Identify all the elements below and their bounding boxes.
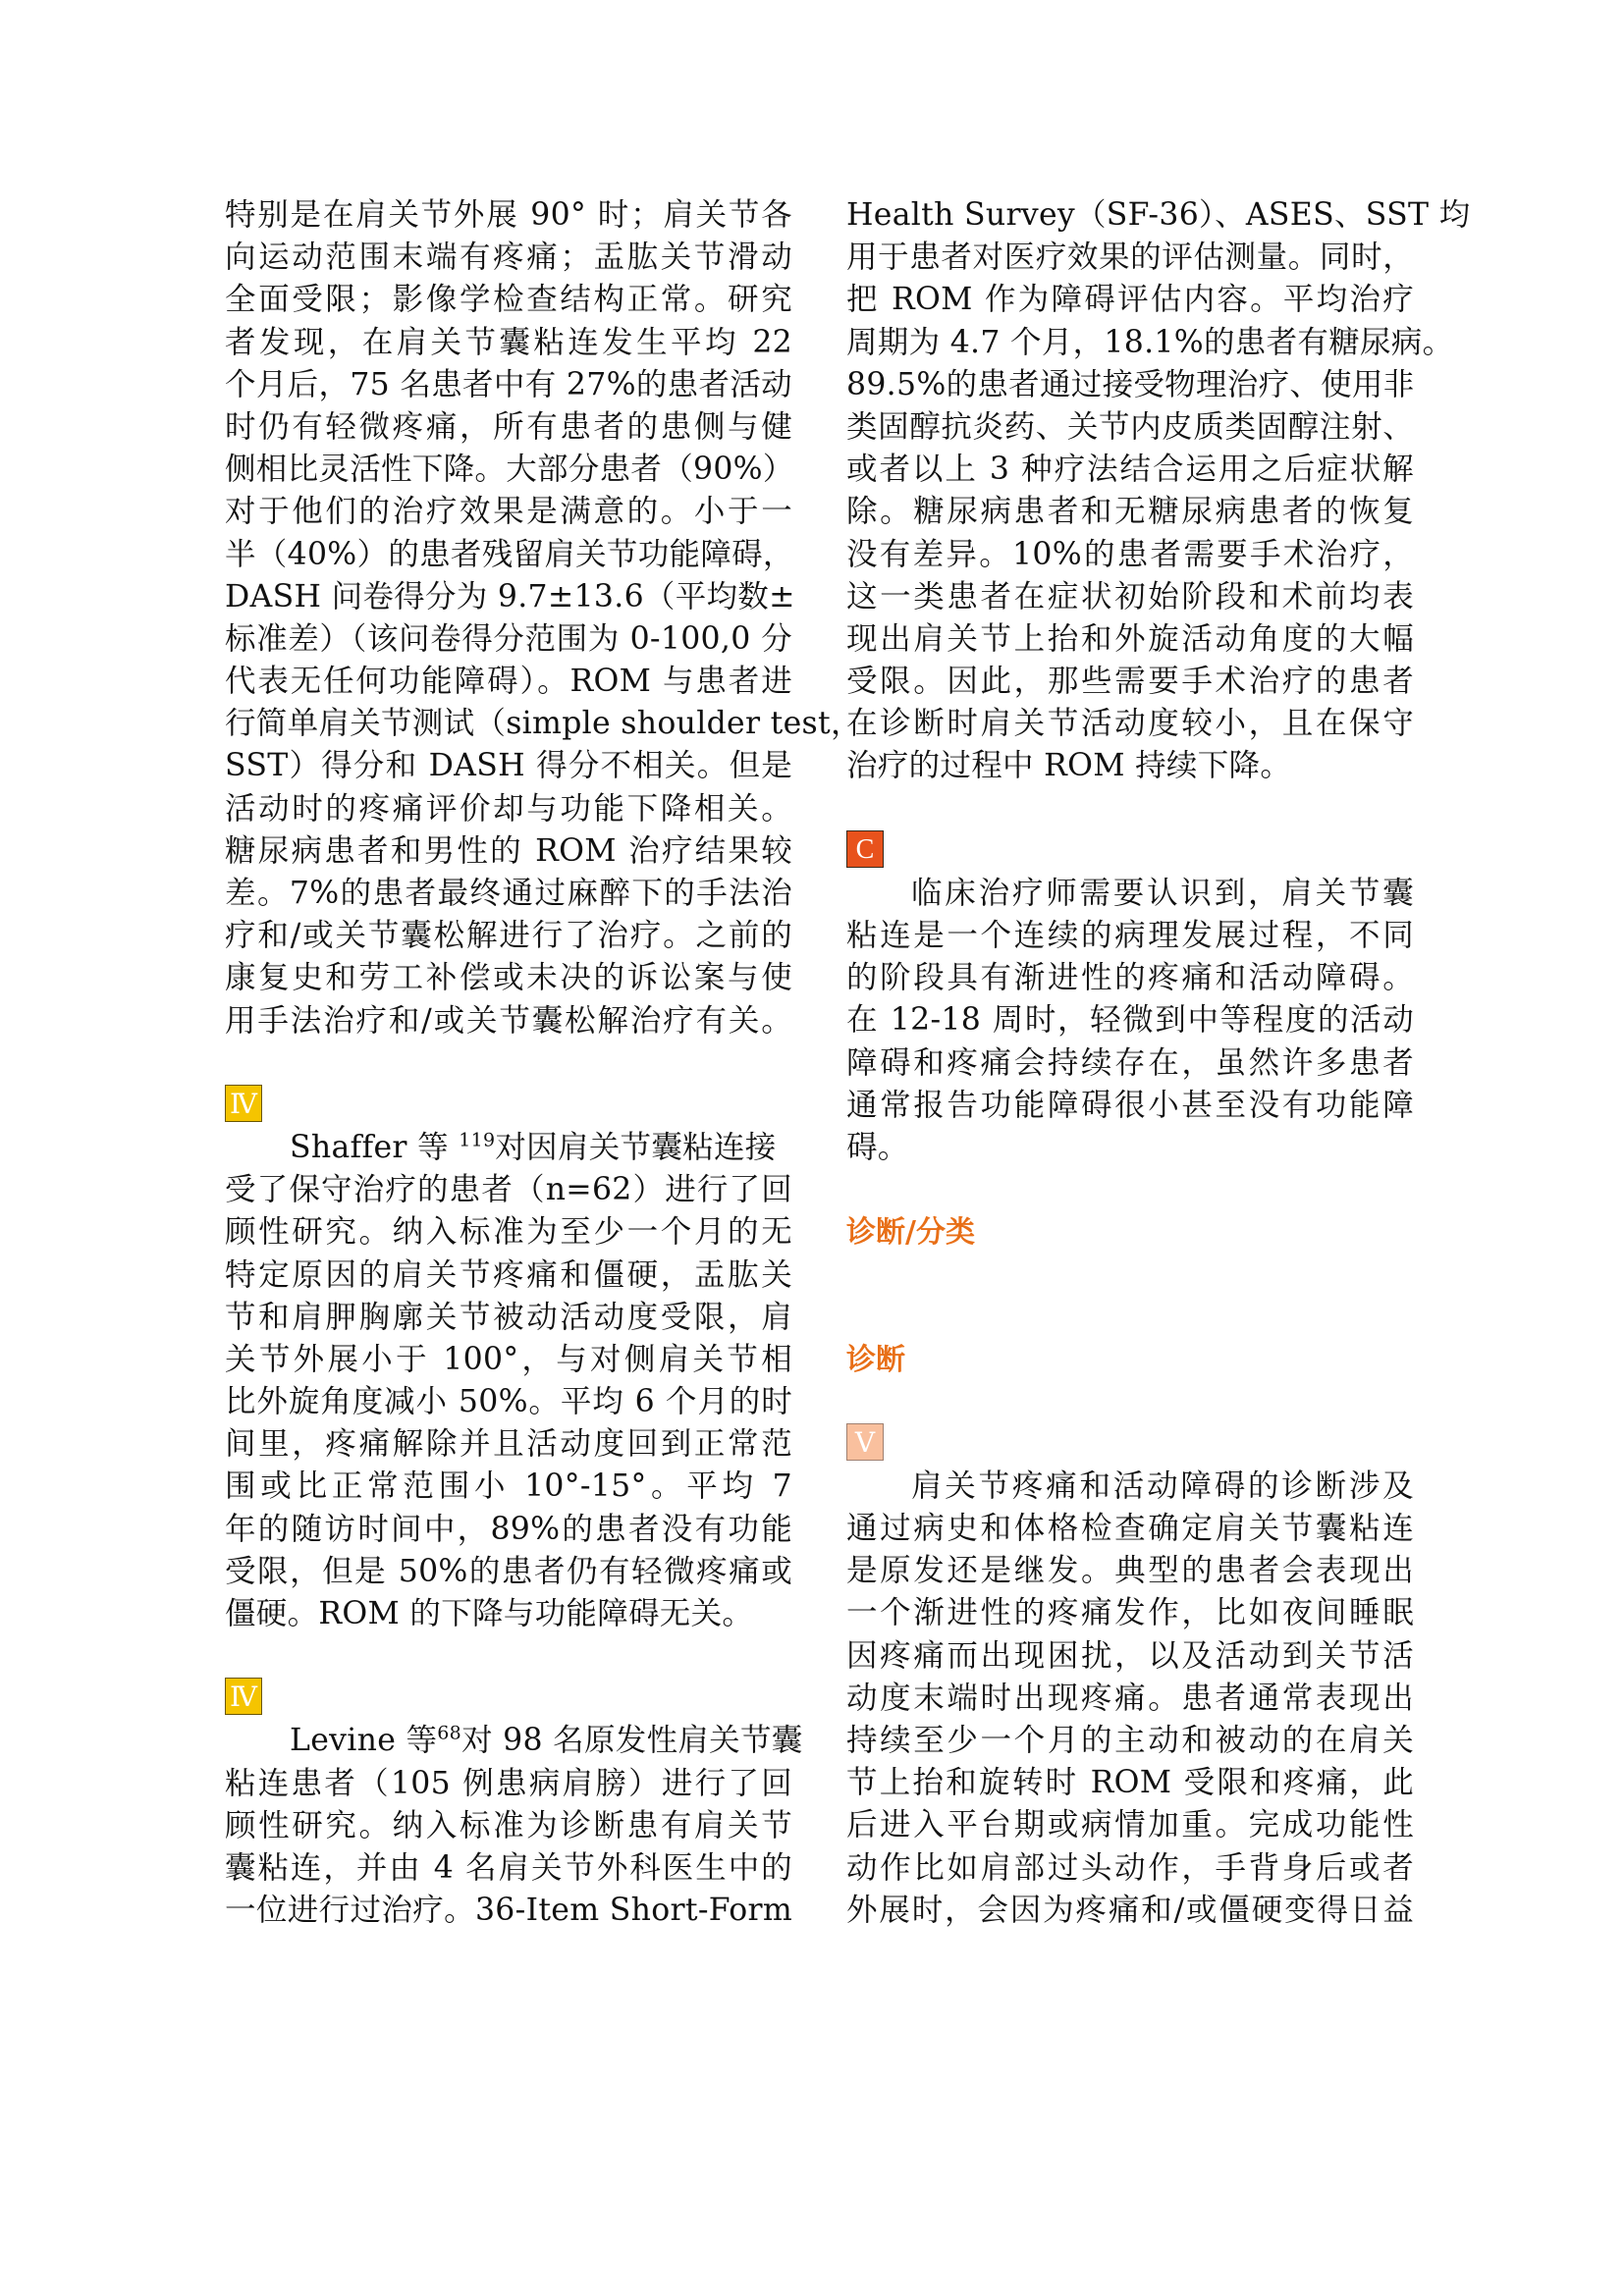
text-line: 治疗的过程中 ROM 持续下降。: [846, 748, 1292, 784]
text-line: 周期为 4.7 个月，18.1%的患者有糖尿病。: [846, 324, 1454, 360]
text-line: 类固醇抗炎药、关节内皮质类固醇注射、: [846, 408, 1414, 445]
section-heading-diagnosis-classification: 诊断/分类: [846, 1215, 975, 1251]
text-line: 比外旋角度减小 50%。平均 6 个月的时: [225, 1384, 792, 1420]
text-line: 年的随访时间中，89%的患者没有功能: [225, 1511, 792, 1547]
text-line: 代表无任何功能障碍）。ROM 与患者进: [225, 664, 792, 700]
text-line: 节和肩胛胸廓关节被动活动度受限，肩: [225, 1299, 792, 1335]
text-line: 动作比如肩部过头动作，手背身后或者: [846, 1849, 1414, 1886]
text-line: 关节外展小于 100°，与对侧肩关节相: [225, 1341, 792, 1377]
text-line: 个月后，75 名患者中有 27%的患者活动: [225, 366, 792, 402]
text-line: 囊粘连，并由 4 名肩关节外科医生中的: [225, 1849, 792, 1886]
text-line: 用于患者对医疗效果的评估测量。同时，: [846, 240, 1414, 276]
text-line: 通过病史和体格检查确定肩关节囊粘连: [846, 1511, 1414, 1547]
text-line: 围或比正常范围小 10°-15°。平均 7: [225, 1468, 792, 1505]
text-line: 持续至少一个月的主动和被动的在肩关: [846, 1723, 1414, 1758]
text-line: SST）得分和 DASH 得分不相关。但是: [225, 748, 792, 784]
text-line: 障碍和疼痛会持续存在，虽然许多患者: [846, 1044, 1414, 1081]
levine-author: Levine 等: [290, 1723, 438, 1759]
recommendation-grade-badge: C: [846, 830, 884, 868]
text-line: 受了保守治疗的患者（n=62）进行了回: [225, 1172, 792, 1208]
text-line: 后进入平台期或病情加重。完成功能性: [846, 1807, 1414, 1843]
text-line: 特别是在肩关节外展 90° 时；肩关节各: [225, 197, 792, 233]
text-line: 通常报告功能障碍很小甚至没有功能障: [846, 1087, 1414, 1123]
text-line: 疗和/或关节囊松解进行了治疗。之前的: [225, 918, 792, 954]
text-line: 康复史和劳工补偿或未决的诉讼案与使: [225, 960, 792, 996]
text-line: 向运动范围末端有疼痛；盂肱关节滑动: [225, 240, 792, 276]
right-column: [846, 194, 1471, 1932]
text-line: 标准差）（该问卷得分范围为 0-100,0 分: [225, 620, 792, 657]
text-line: 顾性研究。纳入标准为诊断患有肩关节: [225, 1807, 792, 1843]
text-line: 全面受限；影像学检查结构正常。研究: [225, 282, 792, 318]
section-heading-diagnosis: 诊断: [846, 1342, 905, 1377]
shaffer-author: Shaffer 等: [290, 1129, 460, 1165]
evidence-level-badge: Ⅳ: [225, 1678, 262, 1715]
text-line: 是原发还是继发。典型的患者会表现出: [846, 1553, 1414, 1589]
text-line: 半（40%）的患者残留肩关节功能障碍，: [225, 536, 794, 572]
text-line: 粘连患者（105 例患病肩膀）进行了回: [225, 1765, 792, 1801]
text-line: 临床治疗师需要认识到，肩关节囊: [911, 875, 1414, 911]
text-line: 在诊断时肩关节活动度较小，且在保守: [846, 706, 1414, 742]
text-line: 间里，疼痛解除并且活动度回到正常范: [225, 1426, 792, 1463]
text-line: Health Survey（SF-36）、ASES、SST 均: [846, 197, 1471, 233]
text-line: 除。糖尿病患者和无糖尿病患者的恢复: [846, 494, 1414, 530]
text-line: 粘连是一个连续的病理发展过程，不同: [846, 918, 1414, 953]
text-line: 或者以上 3 种疗法结合运用之后症状解: [846, 452, 1414, 488]
shaffer-text: 对因肩关节囊粘连接: [495, 1129, 777, 1165]
text-line: 时仍有轻微疼痛，所有患者的患侧与健: [225, 408, 792, 445]
reference-superscript: 68: [437, 1722, 462, 1744]
paragraph-shaffer: [225, 1127, 792, 1635]
text-line: DASH 问卷得分为 9.7±13.6（平均数±: [225, 578, 795, 614]
text-line: 用手法治疗和/或关节囊松解治疗有关。: [225, 1002, 792, 1039]
text-line: 差。7%的患者最终通过麻醉下的手法治: [225, 876, 792, 911]
text-line: 行简单肩关节测试（simple shoulder test，: [225, 706, 862, 742]
text-line: 动度末端时出现疼痛。患者通常表现出: [846, 1680, 1414, 1716]
text-line: 在 12-18 周时，轻微到中等程度的活动: [846, 1002, 1414, 1039]
text-line: 僵硬。ROM 的下降与功能障碍无关。: [225, 1596, 754, 1631]
text-line: 外展时，会因为疼痛和/或僵硬变得日益: [846, 1892, 1414, 1928]
text-line: 碍。: [846, 1129, 909, 1165]
text-line: 受限。因此，那些需要手术治疗的患者: [846, 664, 1414, 700]
text-line: 一位进行过治疗。36-Item Short-Form: [225, 1893, 792, 1929]
paragraph-right-3: [846, 1466, 1414, 1932]
evidence-level-badge: Ⅴ: [846, 1423, 884, 1461]
text-line: 对于他们的治疗效果是满意的。小于一: [225, 494, 792, 530]
text-line: 特定原因的肩关节疼痛和僵硬，盂肱关: [225, 1256, 792, 1293]
text-line: 者发现，在肩关节囊粘连发生平均 22: [225, 324, 792, 360]
paragraph-right-2: [846, 873, 1414, 1169]
text-line: 糖尿病患者和男性的 ROM 治疗结果较: [225, 832, 792, 869]
left-column: [225, 194, 862, 1932]
text-line: 没有差异。10%的患者需要手术治疗，: [846, 536, 1414, 572]
paragraph-right-1: [846, 194, 1471, 788]
text-line: 受限，但是 50%的患者仍有轻微疼痛或: [225, 1553, 792, 1589]
text-line: 把 ROM 作为障碍评估内容。平均治疗: [846, 282, 1414, 318]
levine-text: 对 98 名原发性肩关节囊: [461, 1723, 803, 1759]
text-line: 活动时的疼痛评价却与功能下降相关。: [225, 790, 792, 827]
text-line: 侧相比灵活性下降。大部分患者（90%）: [225, 452, 794, 488]
text-line: 肩关节疼痛和活动障碍的诊断涉及: [911, 1468, 1414, 1504]
text-line: 现出肩关节上抬和外旋活动角度的大幅: [846, 620, 1414, 657]
text-line: 这一类患者在症状初始阶段和术前均表: [846, 578, 1414, 614]
text-line: 顾性研究。纳入标准为至少一个月的无: [225, 1214, 792, 1251]
evidence-level-badge: Ⅳ: [225, 1085, 262, 1122]
reference-superscript: 119: [459, 1129, 496, 1151]
paragraph-left-1: [225, 194, 862, 1042]
text-line: 因疼痛而出现困扰，以及活动到关节活: [846, 1637, 1414, 1674]
text-line: 节上抬和旋转时 ROM 受限和疼痛，此: [846, 1765, 1414, 1801]
paragraph-levine: [225, 1720, 803, 1932]
text-line: 一个渐进性的疼痛发作，比如夜间睡眠: [846, 1595, 1414, 1631]
text-line: 的阶段具有渐进性的疼痛和活动障碍。: [846, 960, 1414, 996]
text-line: 89.5%的患者通过接受物理治疗、使用非: [846, 366, 1415, 402]
